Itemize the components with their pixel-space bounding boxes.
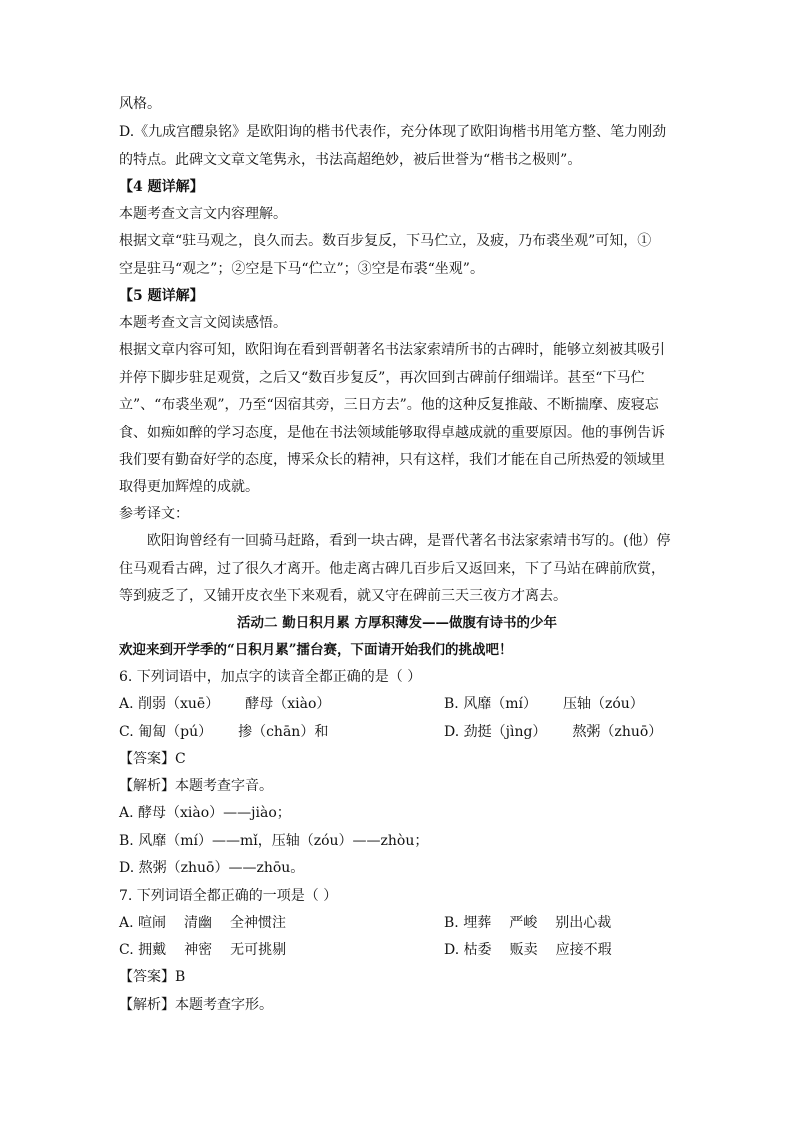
analysis-line: 【解析】本题考查字音。 (119, 778, 273, 794)
option-c: C. 匍匐（pú） 掺（chān）和 (119, 724, 329, 740)
text-line: 食、如痴如醉的学习态度，是他在书法领域能够取得卓越成就的重要原因。他的事例告诉 (119, 425, 665, 441)
question-6: 6. 下列词语中，加点字的读音全都正确的是（ ） (119, 669, 422, 685)
text-line: 本题考查文言文阅读感悟。 (119, 315, 287, 331)
option-c: C. 拥戴 神密 无可挑剔 (119, 942, 287, 958)
text-line: 取得更加辉煌的成就。 (119, 479, 259, 495)
option-b: B. 风靡（mí） 压轴（zóu） (444, 696, 644, 712)
text-line: 根据文章内容可知，欧阳询在看到晋朝著名书法家索靖所书的古碑时，能够立刻被其吸引 (119, 342, 665, 358)
text-line: 住马观看古碑，过了很久才离开。他走离古碑几百步后又返回来，下了马站在碑前欣赏， (119, 561, 665, 577)
option-a: A. 削弱（xuē） 酵母（xiào） (119, 696, 331, 712)
text-line: 本题考查文言文内容理解。 (119, 206, 287, 222)
text-line: 等到疲乏了，又铺开皮衣坐下来观看，就又守在碑前三天三夜方才离去。 (119, 588, 567, 604)
section-heading: 【4 题详解】 (119, 179, 204, 195)
text-line: 风格。 (119, 96, 161, 112)
text-line: 根据文章“驻马观之，良久而去。数百步复反，下马伫立，及疲，乃布裘坐观”可知，① (119, 233, 652, 249)
option-d: D. 劲挺（jìng） 熬粥（zhuō） (444, 724, 663, 740)
text-line: 空是驻马“观之”；②空是下马“伫立”；③空是布裘“坐观”。 (119, 261, 484, 277)
answer-line: 【答案】C (119, 751, 186, 767)
text-line: 欧阳询曾经有一回骑马赶路，看到一块古碑，是晋代著名书法家索靖书写的。(他）停 (147, 533, 671, 549)
text-line: 立”、“布裘坐观”，乃至“因宿其旁，三日方去”。他的这种反复推敲、不断揣摩、废寝忘 (119, 397, 659, 413)
option-d: D. 枯委 贩卖 应接不瑕 (444, 942, 612, 958)
text-line: D.《九成宫醴泉铭》是欧阳询的楷书代表作，充分体现了欧阳询楷书用笔方整、笔力刚劲 (119, 124, 667, 140)
text-line: D. 熬粥（zhuō）——zhōu。 (119, 860, 305, 876)
section-heading: 【5 题详解】 (119, 288, 204, 304)
text-line: 并停下脚步驻足观赏，之后又“数百步复反”，再次回到古碑前仔细端详。甚至“下马伫 (119, 370, 645, 386)
text-line: 我们要有勤奋好学的态度，博采众长的精神，只有这样，我们才能在自己所热爱的领域里 (119, 452, 665, 468)
analysis-line: 【解析】本题考查字形。 (119, 997, 273, 1013)
option-b: B. 埋葬 严峻 别出心裁 (444, 915, 612, 931)
activity-title: 活动二 勤日积月累 方厚积薄发——做腹有诗书的少年 (237, 615, 557, 631)
text-line: B. 风靡（mí）——mǐ，压轴（zóu）——zhòu； (119, 833, 429, 849)
intro-line: 欢迎来到开学季的“日积月累”擂台赛，下面请开始我们的挑战吧！ (119, 642, 513, 658)
text-line: 的特点。此碑文文章文笔隽永，书法高超绝妙，被后世誉为“楷书之极则”。 (119, 152, 582, 168)
text-line: A. 酵母（xiào）——jiào； (119, 805, 291, 821)
answer-line: 【答案】B (119, 969, 186, 985)
question-7: 7. 下列词语全都正确的一项是（ ） (119, 888, 338, 904)
option-a: A. 喧闹 清幽 全神惯注 (119, 915, 287, 931)
text-line: 参考译文： (119, 506, 189, 522)
